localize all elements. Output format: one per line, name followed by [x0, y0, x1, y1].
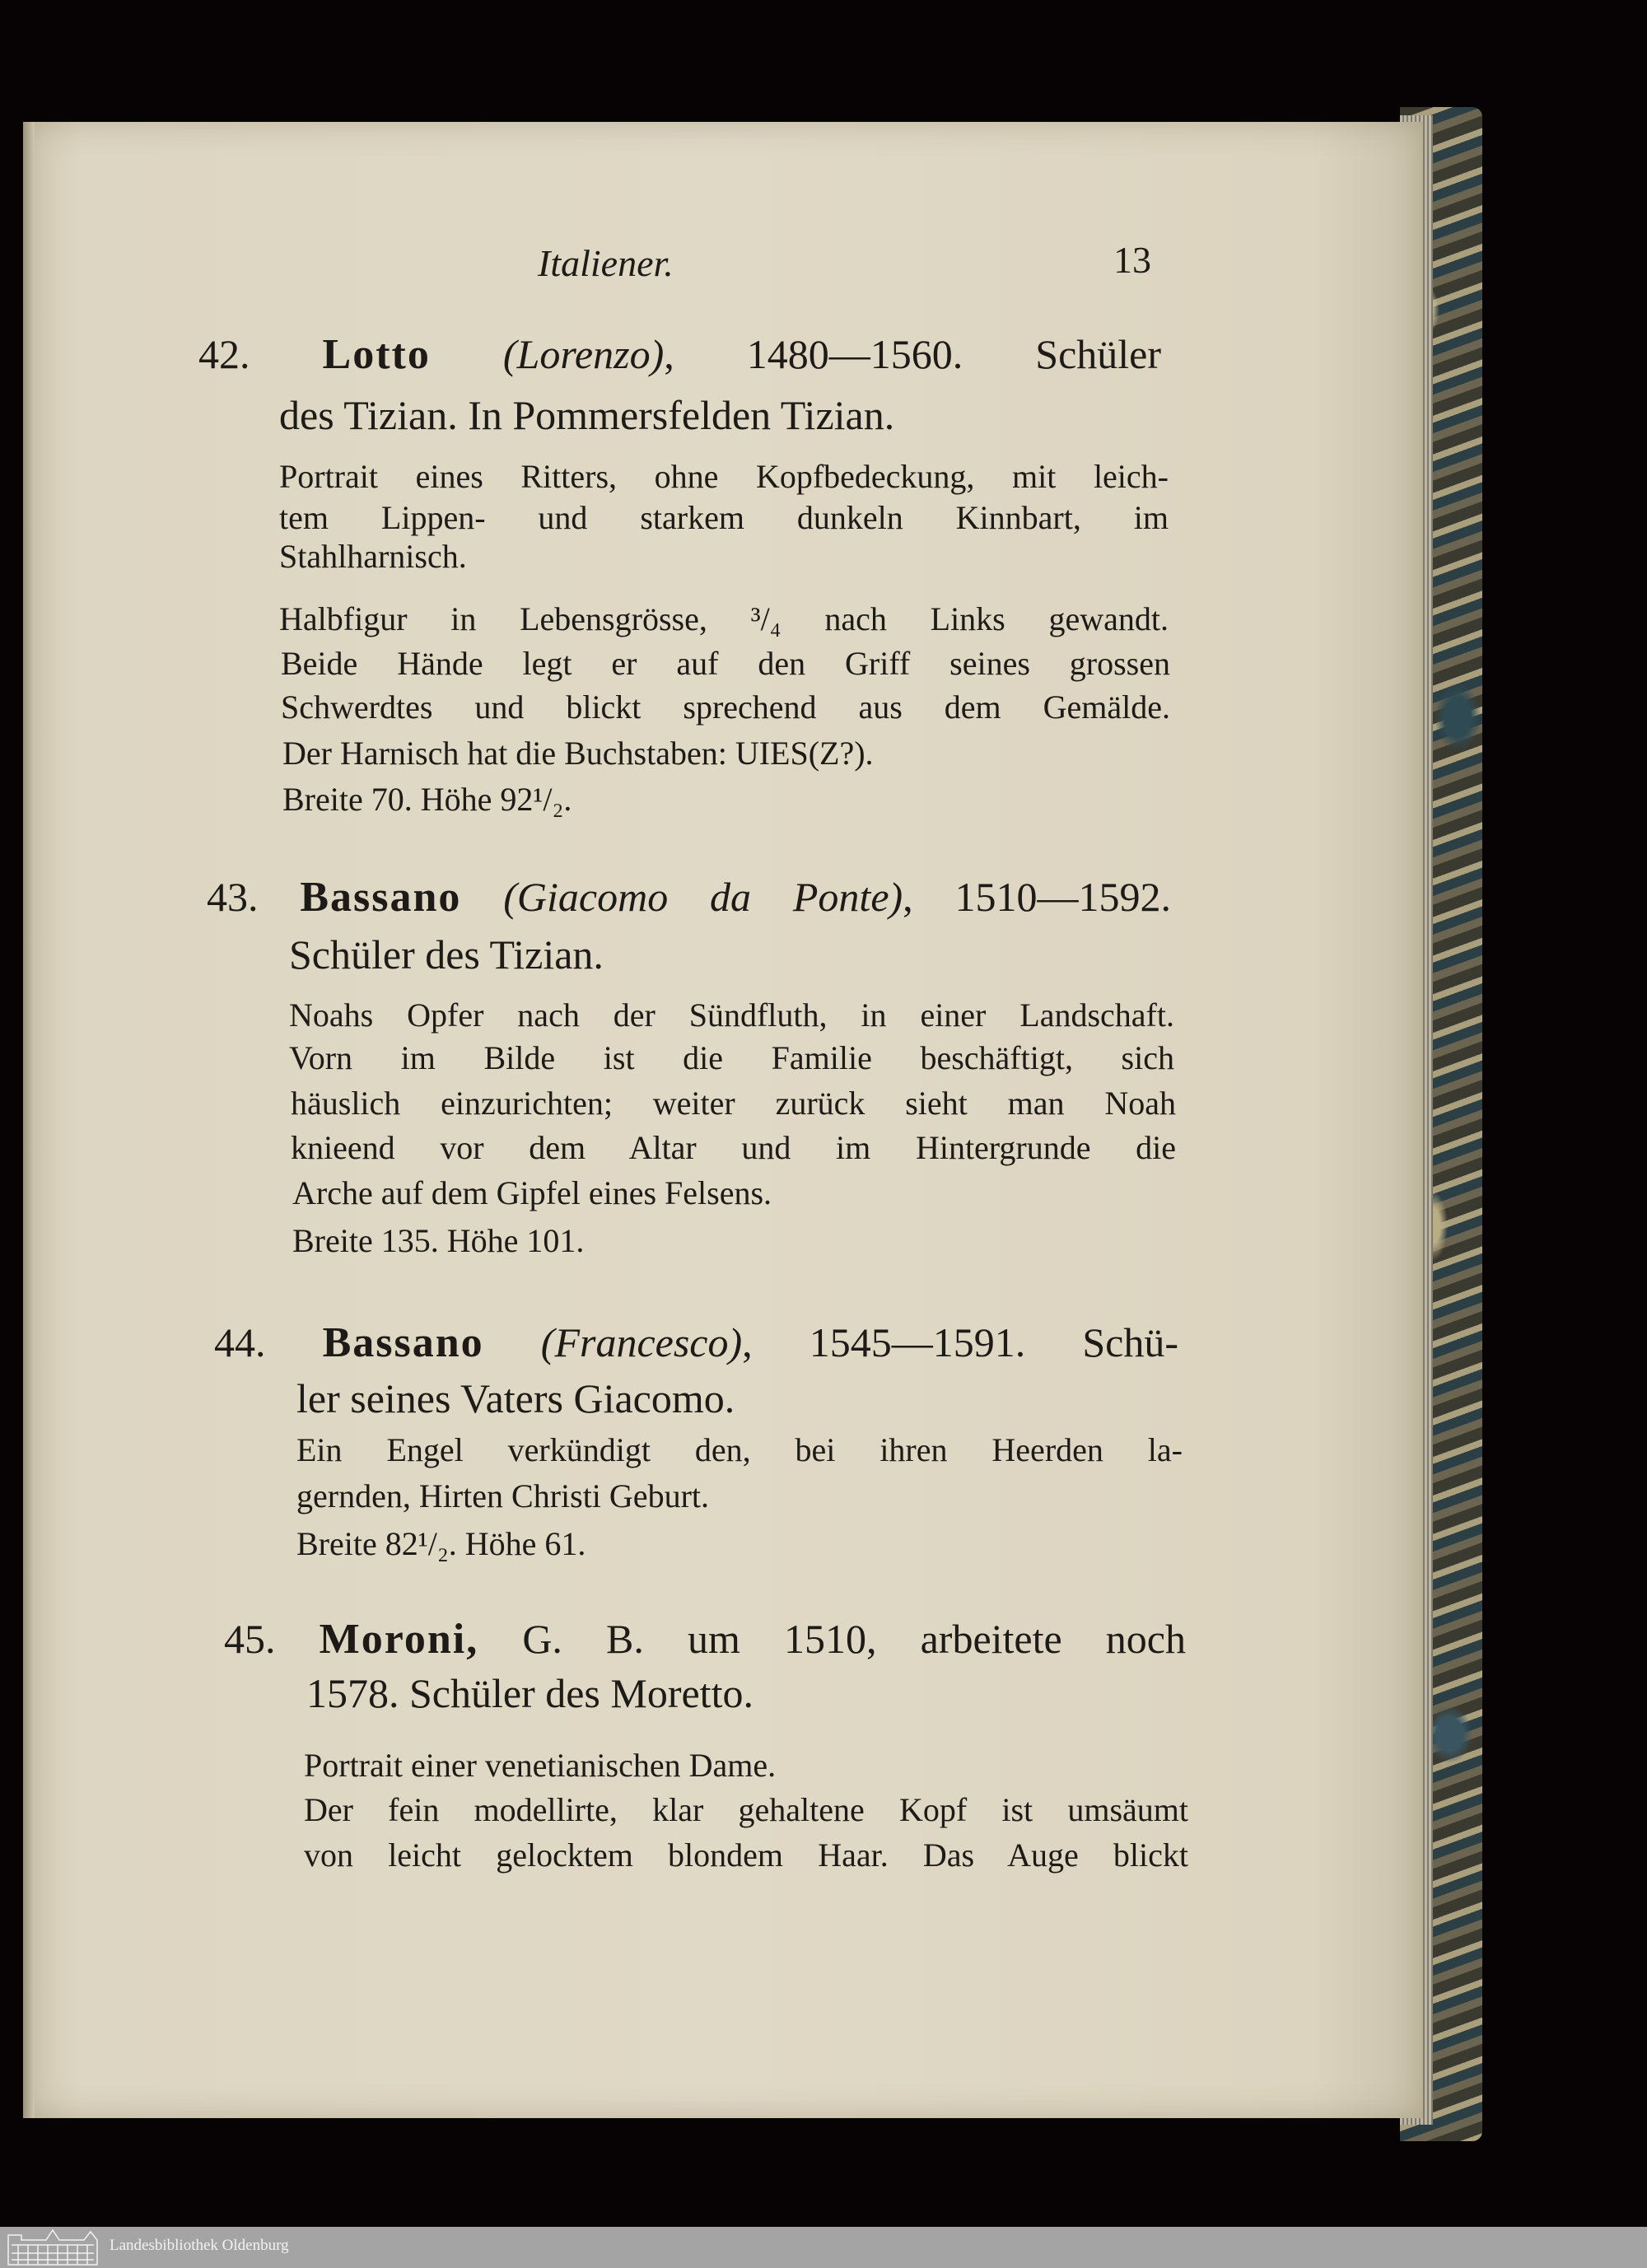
- dimensions: Breite 135. Höhe 101.: [292, 1222, 585, 1259]
- artist-name: Bassano: [322, 1319, 484, 1366]
- dimensions: Breite 82¹/₂. Höhe 61.: [296, 1525, 586, 1562]
- description-line: Portrait eines Ritters, ohne Kopfbedeckung, mit leich-: [279, 458, 1169, 495]
- artist-name: Moroni,: [319, 1616, 479, 1663]
- description-line: Vorn im Bilde ist die Familie beschäftigt, sich: [289, 1039, 1174, 1076]
- description-line: häuslich einzurichten; weiter zurück sieht man Noah: [291, 1085, 1176, 1122]
- artist-dates: , 1480—1560. Schüler: [664, 331, 1161, 377]
- description-line: Schwerdtes und blickt sprechend aus dem Gemälde.: [281, 688, 1170, 726]
- artist-dates: , 1510—1592.: [903, 874, 1171, 920]
- book-gutter: [23, 122, 35, 2118]
- library-building-logo: [7, 2228, 99, 2266]
- description-line: Der fein modellirte, klar gehaltene Kopf ist umsäumt: [304, 1791, 1188, 1828]
- description-line: knieend vor dem Altar und im Hintergrunde die: [291, 1129, 1176, 1166]
- artist-detail: (Giacomo da Ponte): [503, 874, 903, 920]
- description-line: Ein Engel verkündigt den, bei ihren Heerden la-: [296, 1431, 1183, 1468]
- description-line: Noahs Opfer nach der Sündfluth, in einer Landschaft.: [289, 996, 1174, 1034]
- description-line: Beide Hände legt er auf den Griff seines grossen: [281, 645, 1170, 682]
- library-name: Landesbibliothek Oldenburg: [110, 2237, 289, 2254]
- artist-dates: , 1545—1591. Schü-: [742, 1319, 1178, 1365]
- entry-heading-continuation: ler seines Vaters Giacomo.: [296, 1375, 735, 1421]
- running-header: Italiener.: [538, 242, 674, 284]
- entry-heading-continuation: des Tizian. In Pommersfelden Tizian.: [279, 392, 895, 438]
- entry-number: 43.: [207, 874, 259, 920]
- description-line: Arche auf dem Gipfel eines Felsens.: [292, 1174, 772, 1211]
- entry-heading-continuation: Schüler des Tizian.: [289, 931, 604, 978]
- entry-heading: [224, 1612, 1186, 1665]
- artist-name: Bassano: [300, 874, 462, 921]
- entry-number: 45.: [224, 1616, 276, 1662]
- entry-heading: [198, 328, 1161, 380]
- description-line: Halbfigur in Lebensgrösse, ³/₄ nach Links gewandt.: [279, 600, 1169, 637]
- description-line: gernden, Hirten Christi Geburt.: [296, 1477, 709, 1514]
- entry-heading: [214, 1316, 1178, 1369]
- description-line: Portrait einer venetianischen Dame.: [304, 1747, 777, 1784]
- entry-number: 44.: [214, 1319, 266, 1365]
- entry-heading: [207, 870, 1171, 923]
- page-number: 13: [1113, 239, 1151, 281]
- description-line: Stahlharnisch.: [279, 538, 467, 575]
- entry-heading-continuation: 1578. Schüler des Moretto.: [306, 1670, 754, 1716]
- entry-number: 42.: [198, 331, 250, 377]
- artist-detail: (Francesco): [540, 1319, 743, 1365]
- description-line: Der Harnisch hat die Buchstaben: UIES(Z?).: [282, 735, 874, 772]
- artist-dates: G. B. um 1510, arbeitete noch: [478, 1616, 1186, 1662]
- artist-detail: (Lorenzo): [502, 331, 665, 377]
- description-line: von leicht gelocktem blondem Haar. Das Auge blickt: [304, 1836, 1188, 1874]
- artist-name: Lotto: [322, 331, 431, 378]
- dimensions: Breite 70. Höhe 92¹/₂.: [282, 781, 572, 818]
- description-line: tem Lippen- und starkem dunkeln Kinnbart, im: [279, 499, 1169, 536]
- library-footer-bar: [0, 2227, 1647, 2268]
